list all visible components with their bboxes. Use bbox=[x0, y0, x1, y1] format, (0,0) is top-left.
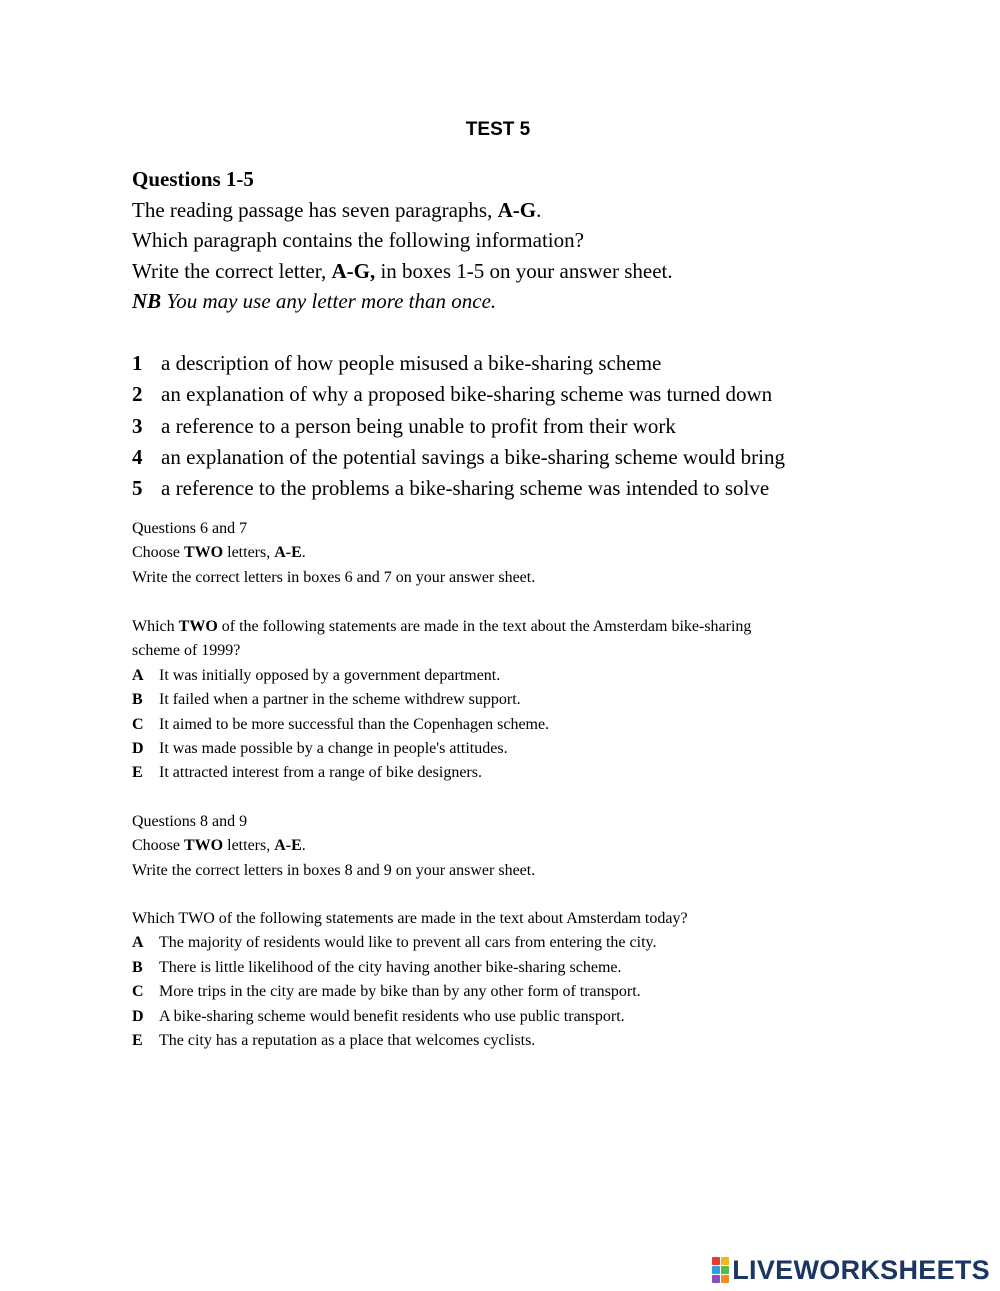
instruction-bold: A-E bbox=[274, 837, 302, 855]
instruction-text: . bbox=[301, 544, 306, 562]
section-heading: Questions 6 and 7 bbox=[132, 520, 248, 537]
nb-note bbox=[132, 286, 673, 317]
question-item bbox=[132, 411, 785, 442]
option-letter: B bbox=[132, 958, 143, 976]
option-letter: C bbox=[132, 715, 144, 733]
option-text: It failed when a partner in the scheme withdrew support. bbox=[159, 691, 521, 709]
instruction-text: letters, bbox=[223, 837, 275, 855]
instruction-line: Write the correct letters in boxes 6 and 7 on your answer sheet. bbox=[132, 568, 536, 586]
questions-6-7-instructions bbox=[132, 517, 535, 590]
question-number: 1 bbox=[132, 351, 143, 375]
logo-square bbox=[721, 1275, 729, 1283]
option-letter: A bbox=[132, 666, 144, 684]
section-heading: Questions 8 and 9 bbox=[132, 813, 248, 830]
question-item bbox=[132, 379, 785, 410]
question-item bbox=[132, 442, 785, 473]
questions-1-5-instructions bbox=[132, 164, 673, 317]
option-text: It aimed to be more successful than the Copenhagen scheme. bbox=[159, 715, 550, 733]
question-stem-line-2: scheme of 1999? bbox=[132, 642, 241, 660]
option-text: A bike-sharing scheme would benefit residents who use public transport. bbox=[159, 1007, 625, 1025]
option-letter: A bbox=[132, 934, 144, 952]
option-item bbox=[132, 931, 688, 955]
instruction-text: The reading passage has seven paragraphs, bbox=[132, 197, 498, 222]
logo-square bbox=[712, 1266, 720, 1274]
instruction-text: letters, bbox=[223, 544, 275, 562]
question-number: 2 bbox=[132, 382, 143, 407]
instruction-text: in boxes 1-5 on your answer sheet. bbox=[375, 258, 673, 283]
page-title: TEST 5 bbox=[465, 119, 531, 140]
instruction-line: Which paragraph contains the following information? bbox=[132, 228, 584, 252]
questions-6-7-question bbox=[132, 615, 751, 786]
logo-square bbox=[712, 1275, 720, 1283]
nb-text: You may use any letter more than once. bbox=[161, 289, 497, 313]
question-number: 5 bbox=[132, 476, 143, 501]
question-item bbox=[132, 473, 785, 504]
instruction-line: Write the correct letters in boxes 8 and 9 on your answer sheet. bbox=[132, 861, 536, 879]
option-text: The city has a reputation as a place that welcomes cyclists. bbox=[159, 1032, 536, 1050]
instruction-text: . bbox=[301, 837, 306, 855]
question-number: 4 bbox=[132, 444, 143, 469]
liveworksheets-logo-icon bbox=[712, 1257, 729, 1283]
instruction-line bbox=[132, 195, 673, 226]
liveworksheets-logo[interactable] bbox=[712, 1254, 990, 1286]
instruction-bold: A-G, bbox=[331, 258, 376, 283]
option-item bbox=[132, 1029, 688, 1053]
option-item bbox=[132, 688, 751, 712]
question-text: a reference to a person being unable to profit from their work bbox=[161, 413, 676, 438]
option-item bbox=[132, 713, 751, 737]
question-text: a reference to the problems a bike-sharing scheme was intended to solve bbox=[161, 476, 770, 501]
option-item bbox=[132, 980, 688, 1004]
question-text: of the following statements are made in the text about the Amsterdam bike-sharing bbox=[217, 618, 752, 635]
logo-text: LIVEWORKSHEETS bbox=[732, 1254, 990, 1285]
option-text: It attracted interest from a range of bike designers. bbox=[159, 764, 482, 782]
question-text: a description of how people misused a bike-sharing scheme bbox=[161, 351, 662, 375]
option-text: More trips in the city are made by bike than by any other form of transport. bbox=[159, 983, 641, 1001]
option-item bbox=[132, 761, 751, 785]
instruction-text: . bbox=[536, 197, 542, 222]
instruction-text: Write the correct letter, bbox=[132, 258, 332, 283]
nb-label: NB bbox=[132, 289, 162, 313]
logo-square bbox=[712, 1257, 720, 1265]
option-text: There is little likelihood of the city having another bike-sharing scheme. bbox=[159, 958, 622, 976]
logo-square bbox=[721, 1257, 729, 1265]
logo-square bbox=[721, 1266, 729, 1274]
option-text: It was initially opposed by a government department. bbox=[159, 666, 501, 684]
questions-8-9-instructions bbox=[132, 810, 535, 883]
instruction-text: Choose bbox=[132, 544, 184, 562]
question-stem bbox=[132, 615, 751, 639]
question-item bbox=[132, 348, 785, 379]
option-item bbox=[132, 956, 688, 980]
question-text: an explanation of the potential savings a bike-sharing scheme would bring bbox=[161, 444, 786, 469]
option-letter: D bbox=[132, 1007, 144, 1025]
instruction-bold: A-G bbox=[497, 197, 537, 222]
instruction-bold: A-E bbox=[274, 544, 302, 562]
question-text: Which bbox=[132, 618, 179, 635]
option-item bbox=[132, 737, 751, 761]
instruction-line bbox=[132, 541, 535, 565]
questions-1-5-list bbox=[132, 348, 785, 504]
option-letter: E bbox=[132, 764, 143, 782]
section-heading: Questions 1-5 bbox=[132, 167, 254, 191]
option-letter: E bbox=[132, 1032, 143, 1050]
option-letter: B bbox=[132, 691, 143, 709]
question-number: 3 bbox=[132, 413, 143, 438]
question-text: an explanation of why a proposed bike-sharing scheme was turned down bbox=[161, 382, 773, 407]
option-item bbox=[132, 1005, 688, 1029]
option-text: It was made possible by a change in people's attitudes. bbox=[159, 740, 508, 758]
instruction-text: Choose bbox=[132, 837, 184, 855]
instruction-bold: TWO bbox=[184, 837, 224, 855]
option-letter: D bbox=[132, 740, 144, 758]
instruction-bold: TWO bbox=[184, 544, 224, 562]
question-stem: Which TWO of the following statements are made in the text about Amsterdam today? bbox=[132, 910, 688, 927]
instruction-line bbox=[132, 256, 673, 287]
instruction-line bbox=[132, 834, 535, 858]
questions-8-9-question bbox=[132, 907, 688, 1053]
option-text: The majority of residents would like to prevent all cars from entering the city. bbox=[159, 934, 657, 952]
option-item bbox=[132, 664, 751, 688]
question-bold: TWO bbox=[178, 618, 218, 635]
option-letter: C bbox=[132, 983, 144, 1001]
